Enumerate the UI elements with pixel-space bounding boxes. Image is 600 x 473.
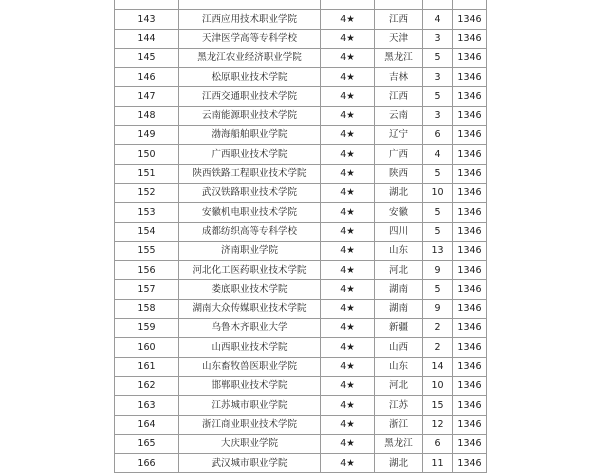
school-name-cell: 黑龙江农业经济职业学院 (179, 48, 321, 67)
rank-cell: 155 (115, 241, 179, 260)
star-rating-cell: 4★ (321, 319, 375, 338)
count-cell: 6 (423, 126, 453, 145)
school-name-cell: 湖南大众传媒职业技术学院 (179, 299, 321, 318)
score-cell: 1346 (453, 261, 487, 280)
score-cell: 1346 (453, 10, 487, 29)
province-cell: 广西 (375, 145, 423, 164)
star-rating-cell: 4★ (321, 338, 375, 357)
table-row-top-edge (115, 0, 487, 10)
score-cell: 1346 (453, 299, 487, 318)
count-cell: 9 (423, 299, 453, 318)
count-cell: 6 (423, 434, 453, 453)
count-cell: 5 (423, 222, 453, 241)
school-name-cell: 山西职业技术学院 (179, 338, 321, 357)
count-cell: 13 (423, 241, 453, 260)
province-cell: 山西 (375, 338, 423, 357)
school-name-cell: 济南职业学院 (179, 241, 321, 260)
table-row (115, 357, 487, 376)
table-row (115, 454, 487, 473)
star-rating-cell: 4★ (321, 10, 375, 29)
rank-cell: 165 (115, 434, 179, 453)
score-cell: 1346 (453, 396, 487, 415)
star-rating-cell: 4★ (321, 183, 375, 202)
rank-cell: 162 (115, 376, 179, 395)
star-rating-cell: 4★ (321, 241, 375, 260)
table-row (115, 241, 487, 260)
school-name-cell: 广西职业技术学院 (179, 145, 321, 164)
province-cell: 湖南 (375, 280, 423, 299)
province-cell: 湖南 (375, 299, 423, 318)
table-row (115, 376, 487, 395)
star-rating-cell: 4★ (321, 222, 375, 241)
school-name-cell: 云南能源职业技术学院 (179, 106, 321, 125)
score-cell: 1346 (453, 87, 487, 106)
count-cell: 5 (423, 203, 453, 222)
cell-empty (115, 0, 179, 10)
count-cell: 5 (423, 48, 453, 67)
rank-cell: 144 (115, 29, 179, 48)
province-cell: 天津 (375, 29, 423, 48)
rank-cell: 149 (115, 126, 179, 145)
table-row (115, 68, 487, 87)
star-rating-cell: 4★ (321, 454, 375, 473)
ranking-table (114, 0, 487, 473)
province-cell: 四川 (375, 222, 423, 241)
star-rating-cell: 4★ (321, 126, 375, 145)
rank-cell: 143 (115, 10, 179, 29)
rank-cell: 152 (115, 183, 179, 202)
count-cell: 5 (423, 87, 453, 106)
score-cell: 1346 (453, 434, 487, 453)
count-cell: 11 (423, 454, 453, 473)
rank-cell: 147 (115, 87, 179, 106)
school-name-cell: 大庆职业学院 (179, 434, 321, 453)
table-row (115, 183, 487, 202)
table-row (115, 87, 487, 106)
table-row (115, 145, 487, 164)
province-cell: 江苏 (375, 396, 423, 415)
school-name-cell: 渤海船舶职业学院 (179, 126, 321, 145)
school-name-cell: 陕西铁路工程职业技术学院 (179, 164, 321, 183)
school-name-cell: 江苏城市职业学院 (179, 396, 321, 415)
table-row (115, 338, 487, 357)
table-row (115, 10, 487, 29)
table-row (115, 396, 487, 415)
star-rating-cell: 4★ (321, 164, 375, 183)
rank-cell: 166 (115, 454, 179, 473)
score-cell: 1346 (453, 48, 487, 67)
star-rating-cell: 4★ (321, 106, 375, 125)
star-rating-cell: 4★ (321, 376, 375, 395)
star-rating-cell: 4★ (321, 68, 375, 87)
rank-cell: 151 (115, 164, 179, 183)
count-cell: 15 (423, 396, 453, 415)
count-cell: 12 (423, 415, 453, 434)
star-rating-cell: 4★ (321, 145, 375, 164)
school-name-cell: 浙江商业职业技术学院 (179, 415, 321, 434)
score-cell: 1346 (453, 203, 487, 222)
count-cell: 3 (423, 106, 453, 125)
school-name-cell: 娄底职业技术学院 (179, 280, 321, 299)
table-row (115, 299, 487, 318)
table-row (115, 280, 487, 299)
cell-empty (375, 0, 423, 10)
rank-cell: 154 (115, 222, 179, 241)
school-name-cell: 安徽机电职业技术学院 (179, 203, 321, 222)
province-cell: 辽宁 (375, 126, 423, 145)
count-cell: 10 (423, 183, 453, 202)
score-cell: 1346 (453, 29, 487, 48)
count-cell: 4 (423, 10, 453, 29)
star-rating-cell: 4★ (321, 48, 375, 67)
province-cell: 山东 (375, 241, 423, 260)
table-row (115, 126, 487, 145)
star-rating-cell: 4★ (321, 87, 375, 106)
rank-cell: 148 (115, 106, 179, 125)
province-cell: 安徽 (375, 203, 423, 222)
table-row (115, 222, 487, 241)
province-cell: 黑龙江 (375, 48, 423, 67)
score-cell: 1346 (453, 126, 487, 145)
school-name-cell: 武汉铁路职业技术学院 (179, 183, 321, 202)
school-name-cell: 武汉城市职业学院 (179, 454, 321, 473)
cell-empty (453, 0, 487, 10)
school-name-cell: 邯郸职业技术学院 (179, 376, 321, 395)
school-name-cell: 天津医学高等专科学校 (179, 29, 321, 48)
table-row (115, 164, 487, 183)
count-cell: 10 (423, 376, 453, 395)
rank-cell: 150 (115, 145, 179, 164)
count-cell: 5 (423, 164, 453, 183)
school-name-cell: 成都纺织高等专科学校 (179, 222, 321, 241)
score-cell: 1346 (453, 241, 487, 260)
table-row (115, 261, 487, 280)
table-row (115, 319, 487, 338)
star-rating-cell: 4★ (321, 434, 375, 453)
province-cell: 江西 (375, 10, 423, 29)
province-cell: 江西 (375, 87, 423, 106)
score-cell: 1346 (453, 357, 487, 376)
province-cell: 黑龙江 (375, 434, 423, 453)
cell-empty (321, 0, 375, 10)
province-cell: 吉林 (375, 68, 423, 87)
star-rating-cell: 4★ (321, 415, 375, 434)
score-cell: 1346 (453, 319, 487, 338)
score-cell: 1346 (453, 280, 487, 299)
star-rating-cell: 4★ (321, 299, 375, 318)
rank-cell: 161 (115, 357, 179, 376)
score-cell: 1346 (453, 145, 487, 164)
score-cell: 1346 (453, 415, 487, 434)
province-cell: 河北 (375, 261, 423, 280)
star-rating-cell: 4★ (321, 396, 375, 415)
school-name-cell: 乌鲁木齐职业大学 (179, 319, 321, 338)
table-row (115, 48, 487, 67)
rank-cell: 156 (115, 261, 179, 280)
table-row (115, 203, 487, 222)
count-cell: 2 (423, 319, 453, 338)
province-cell: 陕西 (375, 164, 423, 183)
province-cell: 新疆 (375, 319, 423, 338)
cell-empty (179, 0, 321, 10)
star-rating-cell: 4★ (321, 357, 375, 376)
score-cell: 1346 (453, 106, 487, 125)
rank-cell: 146 (115, 68, 179, 87)
province-cell: 山东 (375, 357, 423, 376)
star-rating-cell: 4★ (321, 280, 375, 299)
school-name-cell: 江西应用技术职业学院 (179, 10, 321, 29)
count-cell: 4 (423, 145, 453, 164)
rank-cell: 163 (115, 396, 179, 415)
ranking-table-body (115, 0, 487, 473)
count-cell: 5 (423, 280, 453, 299)
score-cell: 1346 (453, 68, 487, 87)
score-cell: 1346 (453, 164, 487, 183)
rank-cell: 164 (115, 415, 179, 434)
rank-cell: 145 (115, 48, 179, 67)
table-row (115, 415, 487, 434)
score-cell: 1346 (453, 454, 487, 473)
count-cell: 2 (423, 338, 453, 357)
rank-cell: 153 (115, 203, 179, 222)
rank-cell: 160 (115, 338, 179, 357)
score-cell: 1346 (453, 222, 487, 241)
school-name-cell: 河北化工医药职业技术学院 (179, 261, 321, 280)
school-name-cell: 松原职业技术学院 (179, 68, 321, 87)
count-cell: 3 (423, 29, 453, 48)
province-cell: 浙江 (375, 415, 423, 434)
province-cell: 云南 (375, 106, 423, 125)
score-cell: 1346 (453, 338, 487, 357)
count-cell: 14 (423, 357, 453, 376)
school-name-cell: 江西交通职业技术学院 (179, 87, 321, 106)
table-row (115, 434, 487, 453)
count-cell: 9 (423, 261, 453, 280)
table-row (115, 106, 487, 125)
rank-cell: 158 (115, 299, 179, 318)
school-name-cell: 山东畜牧兽医职业学院 (179, 357, 321, 376)
province-cell: 河北 (375, 376, 423, 395)
star-rating-cell: 4★ (321, 29, 375, 48)
table-row (115, 29, 487, 48)
province-cell: 湖北 (375, 454, 423, 473)
star-rating-cell: 4★ (321, 261, 375, 280)
rank-cell: 159 (115, 319, 179, 338)
cell-empty (423, 0, 453, 10)
star-rating-cell: 4★ (321, 203, 375, 222)
score-cell: 1346 (453, 183, 487, 202)
score-cell: 1346 (453, 376, 487, 395)
province-cell: 湖北 (375, 183, 423, 202)
count-cell: 3 (423, 68, 453, 87)
rank-cell: 157 (115, 280, 179, 299)
